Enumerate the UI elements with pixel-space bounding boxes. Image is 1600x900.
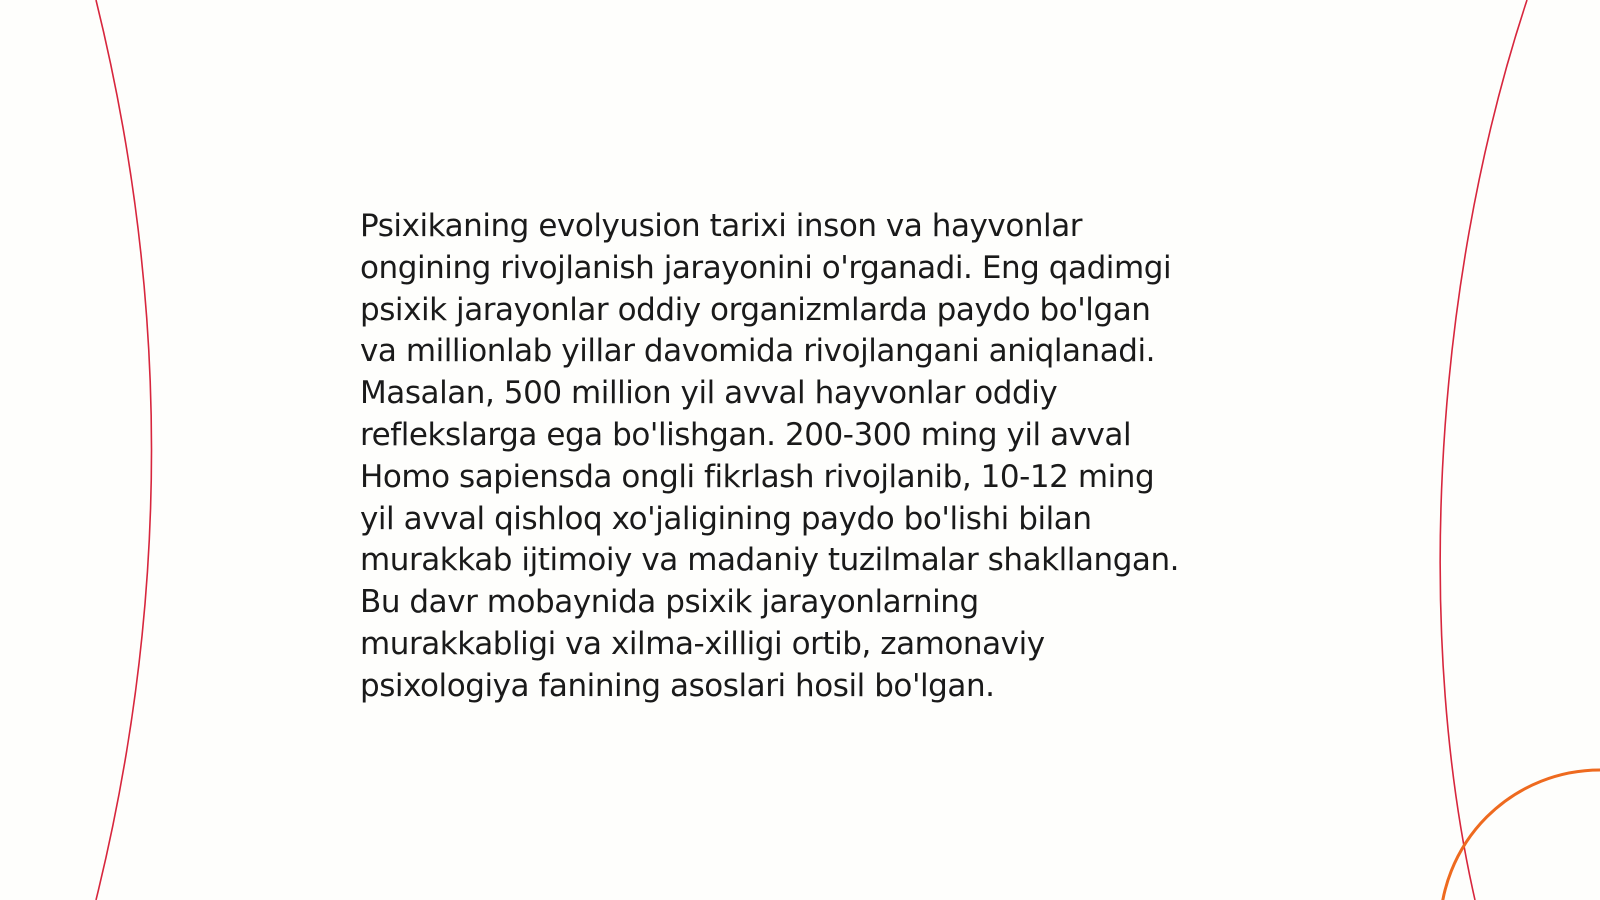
left-arc — [96, 0, 152, 900]
body-paragraph: Psixikaning evolyusion tarixi inson va hayvonlar ongining rivojlanish jarayonini o'rganadi. Eng qadimgi psixik jarayonlar oddiy organizmlarda paydo bo'lgan va millionlab yillar davomida rivojlangani aniqlanadi. Masalan, 500 million yil avval hayvonlar oddiy reflekslarga ega bo'lishgan. 200-300 ming yil avval Homo sapiensda ongli fikrlash rivojlanib, 10-12 ming yil avval qishloq xo'jaligining paydo bo'lishi bilan murakkab ijtimoiy va madaniy tuzilmalar shakllangan. Bu davr mobaynida psixik jarayonlarning murakkabligi va xilma-xilligi ortib, zamonaviy psixologiya fanining asoslari hosil bo'lgan. — [360, 208, 1180, 704]
right-arc — [1440, 0, 1527, 900]
orange-circle-arc — [1440, 770, 1600, 900]
